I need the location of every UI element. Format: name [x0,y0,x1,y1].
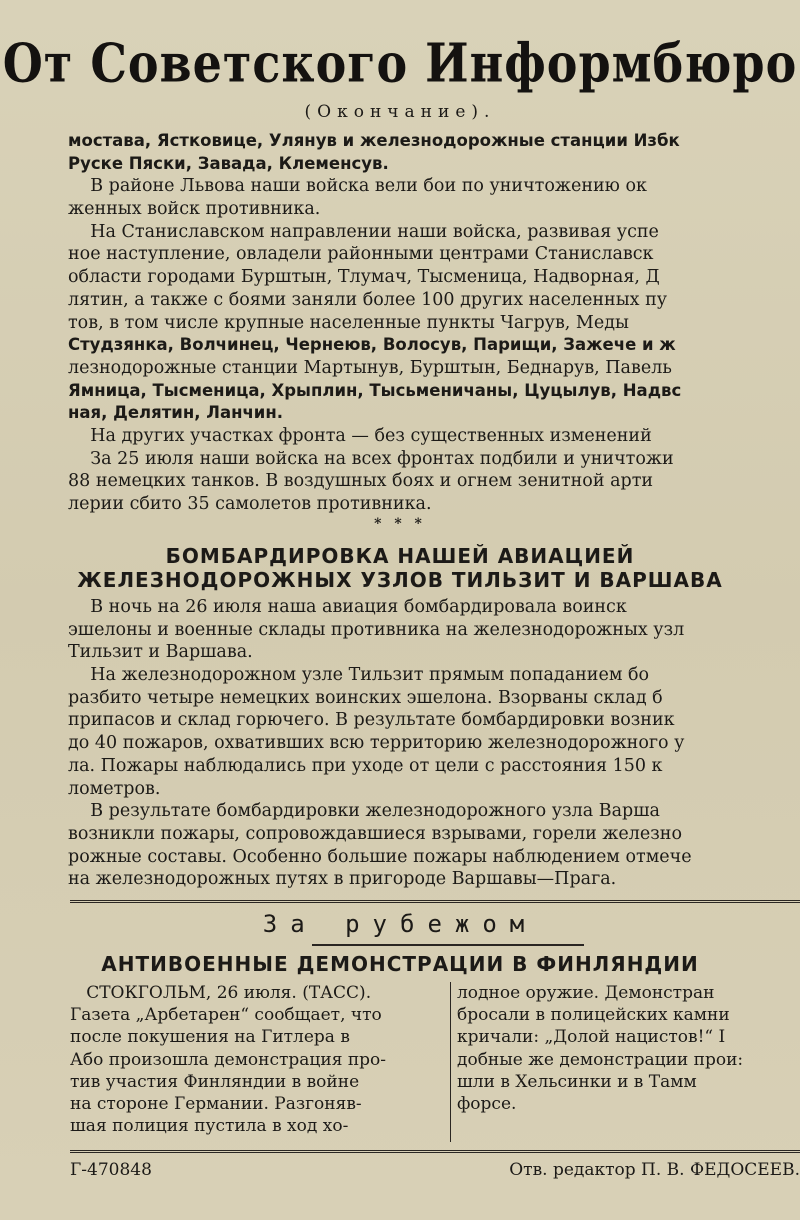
text-line: тов, в том числе крупные населенные пункты Чагрув, Меды [68,312,629,333]
text-line: В ночь на 26 июля наша авиация бомбардировала воинск [68,597,627,617]
text-line: на железнодорожных путях в пригороде Варшавы—Прага. [68,869,617,890]
text-line: мостава, Ястковице, Улянув и железнодорожные станции Избк [68,131,680,150]
text-line: На Станиславском направлении наши войска, развивая успе [68,221,659,242]
column-divider [450,982,451,1142]
section-title-underline [312,944,584,946]
text-line: Студзянка, Волчинец, Чернеюв, Волосув, Парищи, Зажече и ж [68,335,676,355]
text-line: Газета „Арбетарен“ сообщает, что [70,1005,382,1026]
text-line: до 40 пожаров, охвативших всю территорию железнодорожного у [68,733,685,754]
report-text-block [68,130,798,516]
text-line: лятин, а также с боями заняли более 100 других населенных пу [68,289,668,310]
section-divider [70,900,800,903]
text-line: В районе Львова наши войска вели бои по уничтожению ок [68,176,647,197]
section-separator-stars: * * * [374,516,426,532]
text-line: тив участия Финляндии в войне [70,1071,360,1092]
text-line: разбито четыре немецких воинских эшелона. Взорваны склад б [68,687,663,708]
text-line: форсе. [457,1093,517,1114]
text-line: Тильзит и Варшава. [68,642,253,663]
text-line: эшелоны и военные склады противника на железнодорожных узл [68,619,685,640]
editor-credit: Отв. редактор П. В. ФЕДОСЕЕВ. [509,1160,800,1180]
text-line: припасов и склад горючего. В результате бомбардировки возник [68,710,675,731]
abroad-headline: АНТИВОЕННЫЕ ДЕМОНСТРАЦИИ В ФИНЛЯНДИИ [101,952,699,976]
text-line: 88 немецких танков. В воздушных боях и огнем зенитной арти [68,471,654,492]
text-line: лометров. [68,778,161,799]
text-line: Або произошла демонстрация про- [70,1049,387,1070]
text-line: Руске Пяски, Завада, Клеменсув. [68,153,389,173]
bombing-text-block [68,596,798,891]
bombing-headline-line-1: БОМБАРДИРОВКА НАШЕЙ АВИАЦИЕЙ [165,544,635,568]
text-line: области городами Бурштын, Тлумач, Тысменица, Надворная, Д [68,267,660,288]
text-line: ла. Пожары наблюдались при уходе от цели с расстояния 150 к [68,755,663,776]
masthead-title: От Советского Информбюро [2,31,798,95]
text-line: на стороне Германии. Разгоняв- [70,1093,362,1114]
text-line: женных войск противника. [68,199,321,220]
text-line: лодное оружие. Демонстран [457,983,715,1003]
text-line: рожные составы. Особенно большие пожары наблюдением отмече [68,846,692,867]
text-line: На других участках фронта — без существенных изменений [68,425,652,446]
text-line: ная, Делятин, Ланчин. [68,403,284,423]
text-line: За 25 июля наши войска на всех фронтах подбили и уничтожи [68,448,674,469]
print-code: Г-470848 [70,1160,152,1180]
abroad-column-left [70,982,446,1137]
text-line: лезнодорожные станции Мартынув, Бурштын, Беднарув, Павель [68,357,672,378]
text-line: Ямница, Тысменица, Хрыплин, Тысьменичаны, Цуцылув, Надвс [68,380,682,400]
abroad-section-title: За рубежом [262,910,538,938]
text-line: после покушения на Гитлера в [70,1027,350,1048]
text-line: На железнодорожном узле Тильзит прямым попаданием бо [68,665,650,686]
text-line: добные же демонстрации прои: [457,1049,744,1070]
text-line: СТОКГОЛЬМ, 26 июля. (ТАСС). [70,983,372,1003]
text-line: шли в Хельсинки и в Тамм [457,1071,697,1092]
text-line: лерии сбито 35 самолетов противника. [68,494,432,514]
text-line: бросали в полицейских камни [457,1005,730,1026]
abroad-column-right [457,982,800,1115]
footer-rule [70,1150,800,1153]
masthead-subtitle: (Окончание). [304,102,496,122]
text-line: ное наступление, овладели районными центрами Станиславск [68,244,654,265]
bombing-headline-line-2: ЖЕЛЕЗНОДОРОЖНЫХ УЗЛОВ ТИЛЬЗИТ И ВАРШАВА [77,568,723,592]
text-line: возникли пожары, сопровождавшиеся взрывами, горели железно [68,823,683,844]
text-line: В результате бомбардировки железнодорожного узла Варша [68,801,660,822]
text-line: кричали: „Долой нацистов!“ I [457,1027,726,1048]
text-line: шая полиция пустила в ход хо- [70,1116,349,1137]
